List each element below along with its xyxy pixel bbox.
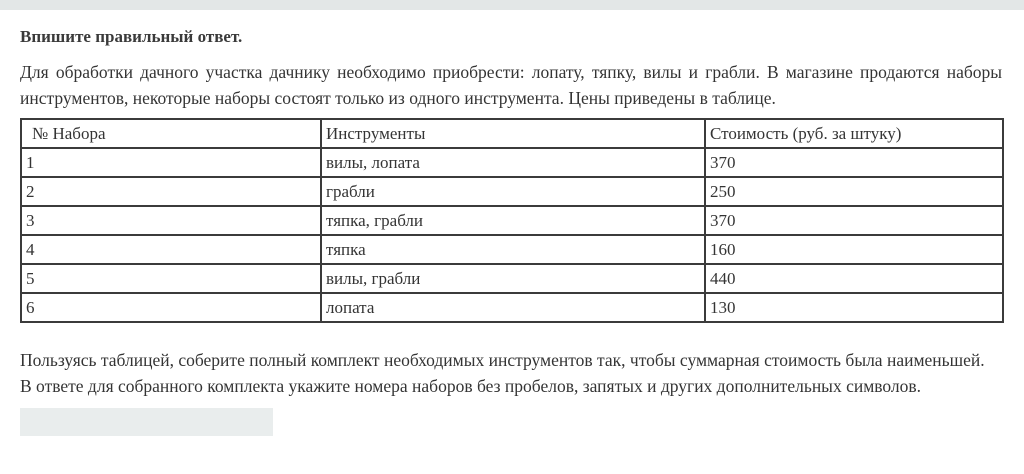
table-cell: 160 [705,235,1003,264]
table-cell: 5 [21,264,321,293]
table-cell: вилы, грабли [321,264,705,293]
table-cell: 2 [21,177,321,206]
table-cell: 1 [21,148,321,177]
table-cell: вилы, лопата [321,148,705,177]
table-header-row [21,119,1003,148]
table-header-cell: № Набора [21,119,321,148]
table-header-cell: Инструменты [321,119,705,148]
table-cell: 3 [21,206,321,235]
table-cell: 370 [705,148,1003,177]
table-row [21,235,1003,264]
table-cell: 370 [705,206,1003,235]
table-cell: 6 [21,293,321,322]
answer-format-paragraph: В ответе для собранного комплекта укажите номера наборов без пробелов, запятых и других дополнительных символов. [20,376,922,396]
table-row [21,264,1003,293]
table-row [21,177,1003,206]
page-title: Впишите правильный ответ. [20,27,243,46]
question-content [0,27,1024,436]
table-header-cell: Стоимость (руб. за штуку) [705,119,1003,148]
table-row [21,206,1003,235]
top-bar [0,0,1024,10]
table-cell: тяпка [321,235,705,264]
table-cell: 130 [705,293,1003,322]
table-cell: 440 [705,264,1003,293]
tool-sets-price-table [20,118,1004,323]
table-cell: 4 [21,235,321,264]
answer-input[interactable] [20,408,273,436]
table-cell: тяпка, грабли [321,206,705,235]
table-cell: 250 [705,177,1003,206]
table-row [21,148,1003,177]
table-cell: грабли [321,177,705,206]
table-cell: лопата [321,293,705,322]
intro-paragraph: Для обработки дачного участка дачнику необходимо приобрести: лопату, тяпку, вилы и грабли. В магазине продаются наборы инструментов, некоторые наборы состоят только из одного инструмента. Цены приведены в таблице. [20,62,1002,108]
task-paragraph: Пользуясь таблицей, соберите полный комплект необходимых инструментов так, чтобы суммарная стоимость была наименьшей. [20,350,985,370]
table-row [21,293,1003,322]
table-body [21,148,1003,322]
